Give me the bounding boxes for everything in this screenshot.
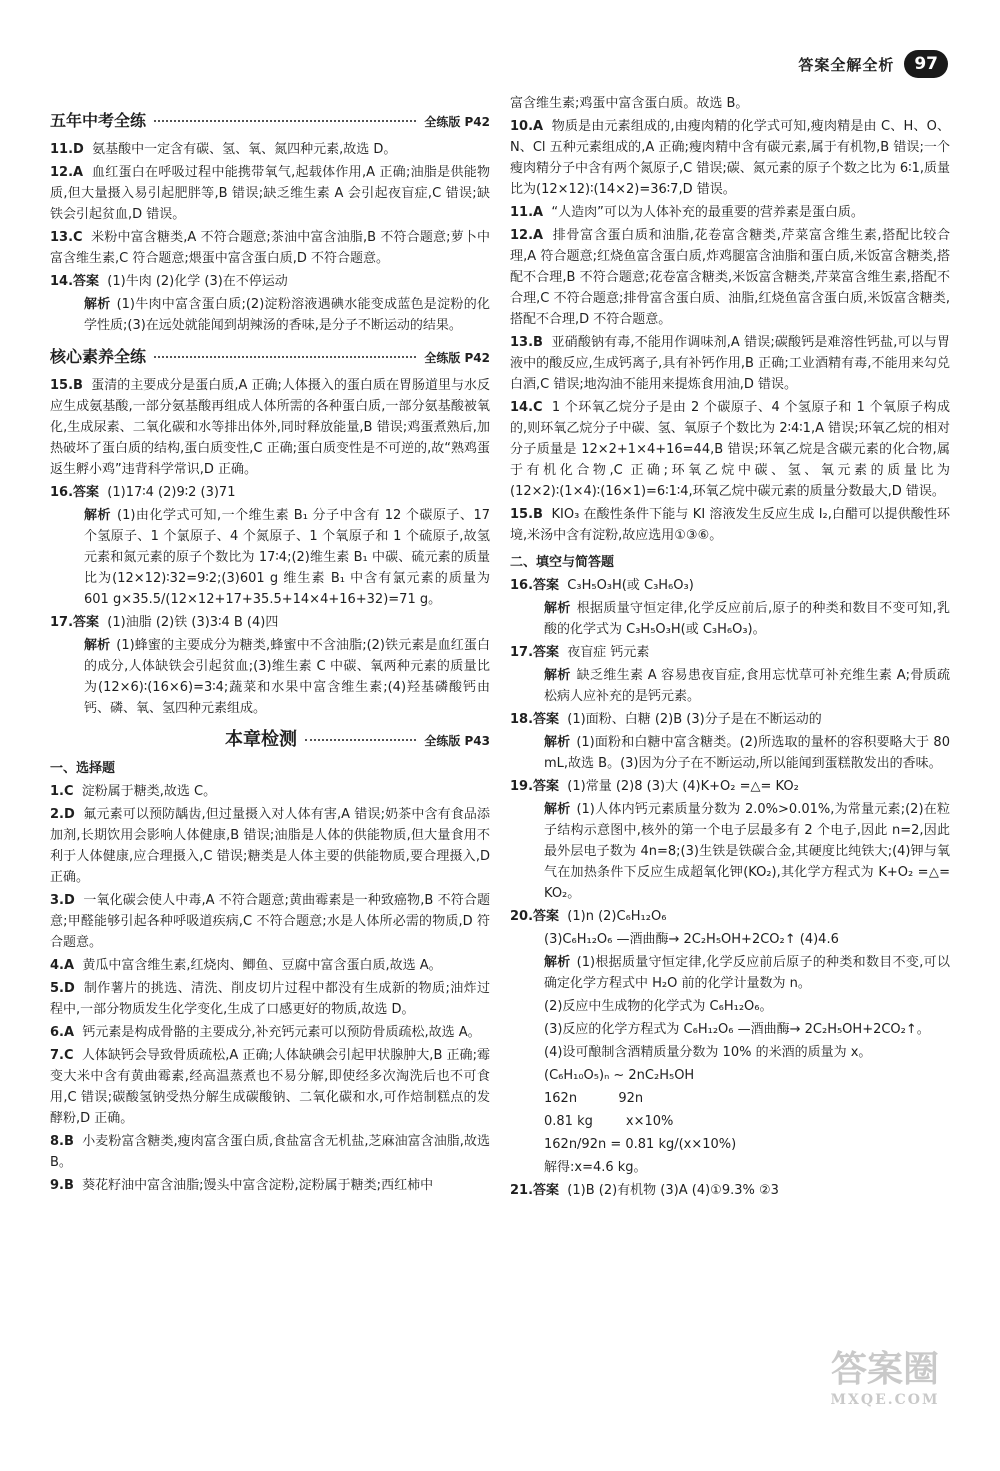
answer-item: 19.答案 (1)常量 (2)8 (3)大 (4)K+O₂ =△= KO₂ [510,779,799,794]
answer-item: 21.答案 (1)B (2)有机物 (3)A (4)①9.3% ②3 [510,1183,779,1198]
answer-item: 6.A 钙元素是构成骨骼的主要成分,补充钙元素可以预防骨质疏松,故选 A。 [50,1025,481,1040]
section-title: 核心素养全练 [50,347,147,366]
section-ref: 全练版 P42 [424,115,490,129]
section-header [50,110,490,133]
page-number: 97 [904,50,948,78]
answer-item: 1.C 淀粉属于糖类,故选 C。 [50,784,217,799]
watermark-text: 答案圈 [830,1348,939,1390]
explanation-line: 0.81 kg x×10% [544,1114,674,1129]
explanation: 解析 (1)蜂蜜的主要成分为糖类,蜂蜜中不含油脂;(2)铁元素是血红蛋白的成分,人体缺铁会引起贫血;(3)维生素 C 中碳、氧两种元素的质量比为(12×6)∶(16×6)=3∶4;蔬菜和水果中富含维生素;(4)羟基磷酸钙由钙、磷、氧、氢四种元素组成。 [84,638,490,716]
answer-item: 4.A 黄瓜中富含维生素,红烧肉、鲫鱼、豆腐中富含蛋白质,故选 A。 [50,958,442,973]
answer-item: 8.B 小麦粉富含糖类,瘦肉富含蛋白质,食盐富含无机盐,芝麻油富含油脂,故选 B。 [50,1134,491,1170]
header-title: 答案全解全析 [798,55,895,74]
explanation-line: 162n 92n [544,1091,644,1106]
watermark-logo [810,1346,960,1416]
answer-item: 2.D 氟元素可以预防龋齿,但过量摄入对人体有害,A 错误;奶茶中含有食品添加剂,长期饮用会影响人体健康,B 错误;油脂是人体的供能物质,但大量食用不利于人体健康,应合理摄入,C 错误;糖类是人体主要的供能物质,要合理摄入,D 正确。 [50,807,491,885]
left-column [50,100,490,1198]
explanation: 解析 (1)牛肉中富含蛋白质;(2)淀粉溶液遇碘水能变成蓝色是淀粉的化学性质;(3)在远处就能闻到胡辣汤的香味,是分子不断运动的结果。 [84,297,490,333]
right-column [510,93,950,1203]
section-header [50,346,490,369]
explanation-line: (C₆H₁₀O₅)ₙ ~ 2nC₂H₅OH [544,1068,695,1083]
answer-item: 17.答案 夜盲症 钙元素 [510,645,650,660]
answer-item: 20.答案 (1)n (2)C₆H₁₂O₆ [510,909,667,924]
watermark-url: MXQE.COM [830,1392,940,1408]
section-title: 五年中考全练 [50,111,147,130]
explanation-line: (4)设可酿制含酒精质量分数为 10% 的米酒的质量为 x。 [544,1045,872,1060]
answer-item: 17.答案 (1)油脂 (2)铁 (3)3∶4 B (4)四 [50,615,279,630]
explanation: 解析 (1)人体内钙元素质量分数为 2.0%>0.01%,为常量元素;(2)在粒子结构示意图中,核外的第一个电子层最多有 2 个电子,因此 n=2,因此最外层电子数为 4n=8;(3)生铁是铁碳合金,其硬度比纯铁大;(4)钾与氧气在加热条件下反应生成超氧化钾(KO₂),其化学方程式为 K+O₂ =△= KO₂。 [544,802,950,901]
explanation: 解析 (1)由化学式可知,一个维生素 B₁ 分子中含有 12 个碳原子、17 个氢原子、1 个氯原子、4 个氮原子、1 个氧原子和 1 个硫原子,故氢元素和氮元素的原子个数比为 17∶4;(2)维生素 B₁ 中碳、硫元素的质量比为(12×12)∶32=9∶2;(3)601 g 维生素 B₁ 中含有氯元素的质量为 601 g×35.5/(12×12+17+35.5+14×4+16+32)=71 g。 [84,508,490,607]
answer-item: 9.B 葵花籽油中富含油脂;馒头中富含淀粉,淀粉属于糖类;西红柿中 [50,1178,434,1193]
answer-continuation: 富含维生素;鸡蛋中富含蛋白质。故选 B。 [510,96,749,111]
explanation: 解析 (1)面粉和白糖中富含糖类。(2)所选取的量杯的容积要略大于 80 mL,故选 B。(3)因为分子在不断运动,所以能闻到蛋糕散发出的香味。 [544,735,950,771]
answer-item: 14.C 1 个环氧乙烷分子是由 2 个碳原子、4 个氢原子和 1 个氧原子构成的,则环氧乙烷分子中碳、氢、氧原子个数比为 2∶4∶1,A 错误;环氧乙烷的相对分子质量是 12×2+1×4+16=44,B 错误;环氧乙烷是含碳元素的化合物,属于有机化合物,C 正确;环氧乙烷中碳、氢、氧元素的质量比为(12×2)∶(1×4)∶(16×1)=6∶1∶4,环氧乙烷中碳元素的质量分数最大,D 错误。 [510,400,950,499]
explanation: 解析 缺乏维生素 A 容易患夜盲症,食用忘忧草可补充维生素 A;骨质疏松病人应补充的是钙元素。 [544,668,950,704]
answer-item: 14.答案 (1)牛肉 (2)化学 (3)在不停运动 [50,274,288,289]
page-header [798,50,948,78]
answer-item: 12.A 排骨富含蛋白质和油脂,花卷富含糖类,芹菜富含维生素,搭配比较合理,A 符合题意;红烧鱼富含蛋白质,炸鸡腿富含油脂和蛋白质,米饭富含糖类,搭配不合理,B 不符合题意;花卷富含糖类,米饭富含糖类,芹菜富含维生素,搭配不合理,C 不符合题意;排骨富含蛋白质、油脂,红烧鱼富含蛋白质,米饭富含糖类,搭配不合理,D 不符合题意。 [510,228,950,327]
answer-item: 16.答案 C₃H₅O₃H(或 C₃H₆O₃) [510,578,694,593]
section-ref: 全练版 P43 [424,734,490,748]
answer-item: 13.B 亚硝酸钠有毒,不能用作调味剂,A 错误;碳酸钙是难溶性钙盐,可以与胃液中的酸反应,生成钙离子,具有补钙作用,B 正确;工业酒精有毒,不能用来勾兑白酒,C 错误;地沟油不能用来提炼食用油,D 错误。 [510,335,951,392]
answer-item: 16.答案 (1)17∶4 (2)9∶2 (3)71 [50,485,236,500]
explanation-line: 162n/92n = 0.81 kg/(x×10%) [544,1137,737,1152]
answer-item: 11.A “人造肉”可以为人体补充的最重要的营养素是蛋白质。 [510,205,864,220]
answer-item-cont: (3)C₆H₁₂O₆ —酒曲酶→ 2C₂H₅OH+2CO₂↑ (4)4.6 [544,932,839,947]
explanation: 解析 根据质量守恒定律,化学反应前后,原子的种类和数目不变可知,乳酸的化学式为 C₃H₅O₃H(或 C₃H₆O₃)。 [544,601,950,637]
answer-item: 11.D 氨基酸中一定含有碳、氢、氧、氮四种元素,故选 D。 [50,142,397,157]
explanation-line: (2)反应中生成物的化学式为 C₆H₁₂O₆。 [544,999,773,1014]
answer-item: 15.B KIO₃ 在酸性条件下能与 KI 溶液发生反应生成 I₂,白醋可以提供酸性环境,米汤中含有淀粉,故应选用①③⑥。 [510,507,951,543]
answer-item: 5.D 制作薯片的挑选、清洗、削皮切片过程中都没有生成新的物质;油炸过程中,一部分物质发生化学变化,生成了口感更好的物质,故选 D。 [50,981,491,1017]
explanation-line: (3)反应的化学方程式为 C₆H₁₂O₆ —酒曲酶→ 2C₂H₅OH+2CO₂↑。 [544,1022,930,1037]
explanation: 解析 (1)根据质量守恒定律,化学反应前后原子的种类和数目不变,可以确定化学方程式中 H₂O 前的化学计量数为 n。 [544,955,950,991]
answer-item: 15.B 蛋清的主要成分是蛋白质,A 正确;人体摄入的蛋白质在胃肠道里与水反应生成氨基酸,一部分氨基酸再组成人体所需的各种蛋白质,一部分氨基酸被氧化,生成尿素、二氧化碳和水等排出体外,同时释放能量,B 错误;鸡蛋煮熟后,加热破坏了蛋白质的结构,蛋白质变性,C 正确;蛋白质变性是不可逆的,故“熟鸡蛋返生孵小鸡”违背科学常识,D 正确。 [50,378,490,477]
explanation-line: 解得:x=4.6 kg。 [544,1160,647,1175]
answer-item: 10.A 物质是由元素组成的,由瘦肉精的化学式可知,瘦肉精是由 C、H、O、N、Cl 五种元素组成的,A 正确;瘦肉精中含有碳元素,属于有机物,B 错误;一个瘦肉精分子中含有两个氮原子,C 错误;碳、氮元素的原子个数之比为 6∶1,质量比为(12×12)∶(14×2)=36∶7,D 错误。 [510,119,951,197]
answer-item: 3.D 一氧化碳会使人中毒,A 不符合题意;黄曲霉素是一种致癌物,B 不符合题意;甲醛能够引起各种呼吸道疾病,C 不符合题意;水是人体所必需的物质,D 符合题意。 [50,893,490,950]
section-ref: 全练版 P42 [424,351,490,365]
subsection-title: 一、选择题 [50,761,116,776]
section-title: 本章检测 [225,729,297,750]
answer-item: 18.答案 (1)面粉、白糖 (2)B (3)分子是在不断运动的 [510,712,822,727]
answer-item: 12.A 血红蛋白在呼吸过程中能携带氧气,起载体作用,A 正确;油脂是供能物质,但大量摄入易引起肥胖等,B 错误;缺乏维生素 A 会引起夜盲症,C 错误;缺铁会引起贫血,D 错误。 [50,165,491,222]
subsection-title: 二、填空与简答题 [510,555,615,570]
answer-item: 13.C 米粉中富含糖类,A 不符合题意;茶油中富含油脂,B 不符合题意;萝卜中富含维生素,C 符合题意;煨蛋中富含蛋白质,D 不符合题意。 [50,230,491,266]
answer-item: 7.C 人体缺钙会导致骨质疏松,A 正确;人体缺碘会引起甲状腺肿大,B 正确;霉变大米中含有黄曲霉素,经高温蒸煮也不易分解,即使经多次淘洗后也不可食用,C 错误;碳酸氢钠受热分解生成碳酸钠、二氧化碳和水,可作焙制糕点的发酵粉,D 正确。 [50,1048,491,1126]
section-header [50,729,490,752]
